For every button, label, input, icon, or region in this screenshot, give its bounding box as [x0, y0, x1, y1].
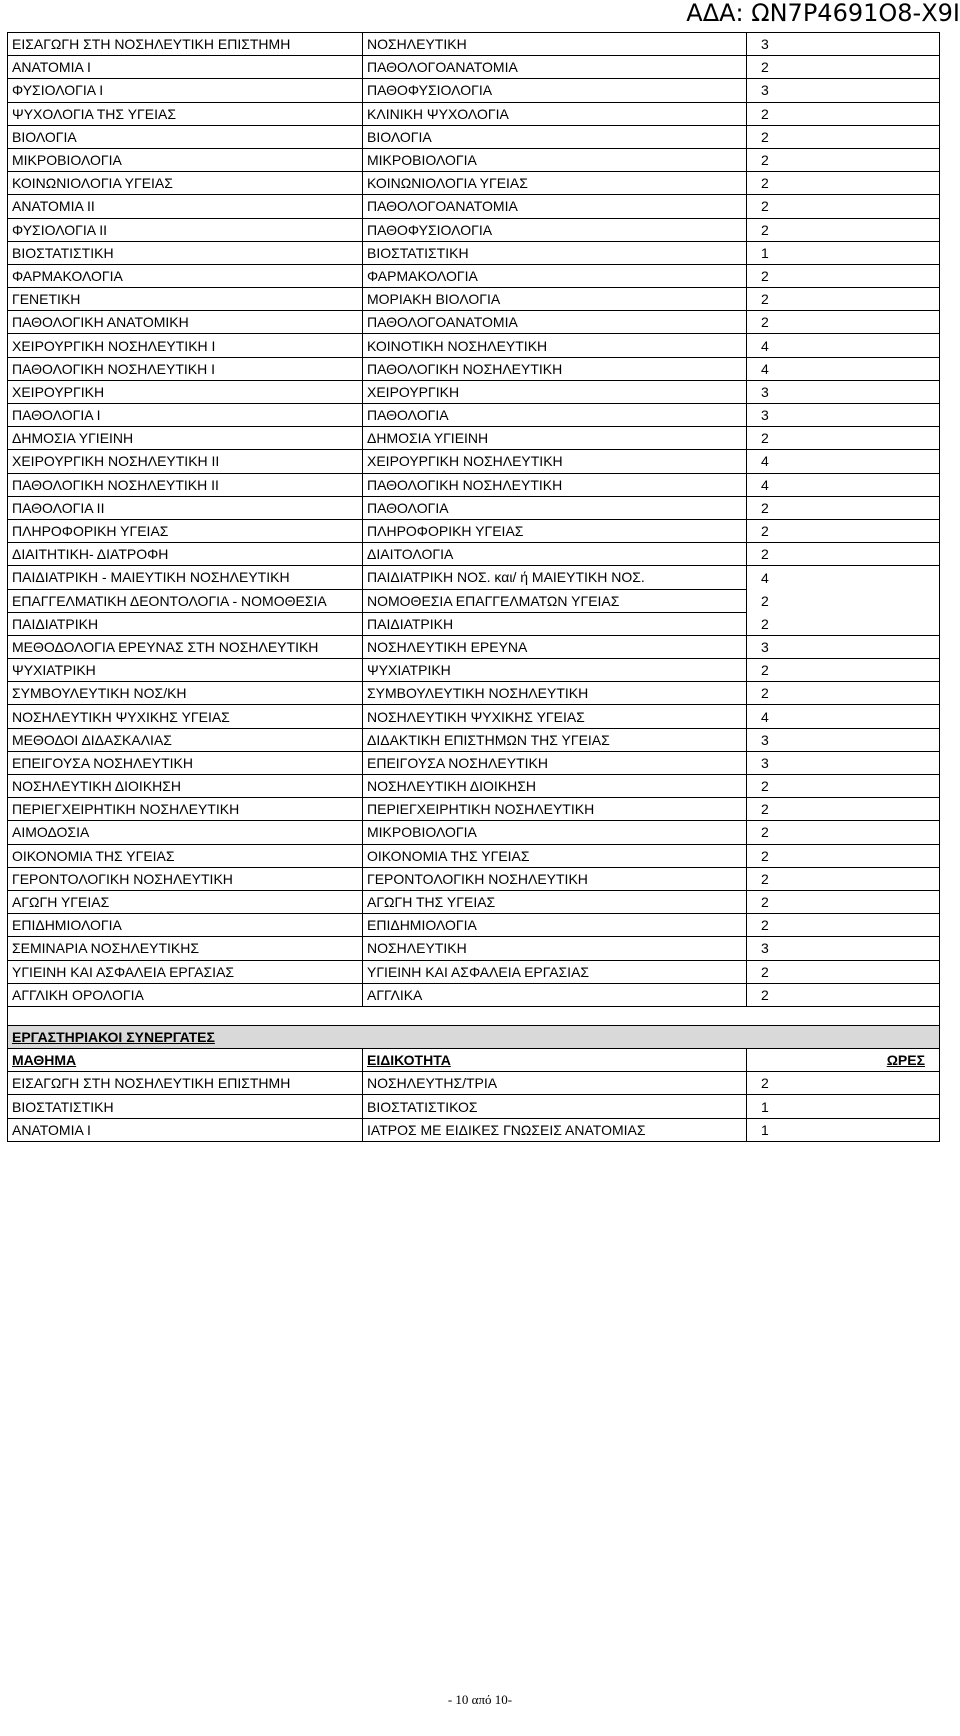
table-row	[8, 890, 940, 913]
specialty-cell: ΕΙΔΙΚΟΤΗΤΑ	[363, 1049, 747, 1072]
lab-table-row	[8, 1095, 940, 1118]
course-cell: ΠΑΘΟΛΟΓΙΚΗ ΝΟΣΗΛΕΥΤΙΚΗ Ι	[8, 357, 363, 380]
table-row	[8, 450, 940, 473]
specialty-cell: ΠΑΘΟΛΟΓΙΚΗ ΝΟΣΗΛΕΥΤΙΚΗ	[363, 473, 747, 496]
course-cell: ΓΕΝΕΤΙΚΗ	[8, 288, 363, 311]
specialty-cell: ΝΟΣΗΛΕΥΤΙΚΗ ΨΥΧΙΚΗΣ ΥΓΕΙΑΣ	[363, 705, 747, 728]
course-cell: ΥΓΙΕΙΝΗ ΚΑΙ ΑΣΦΑΛΕΙΑ ΕΡΓΑΣΙΑΣ	[8, 960, 363, 983]
hours-cell: 3	[747, 404, 940, 427]
specialty-cell: ΝΟΣΗΛΕΥΤΙΚΗ	[363, 937, 747, 960]
specialty-cell: ΠΛΗΡΟΦΟΡΙΚΗ ΥΓΕΙΑΣ	[363, 519, 747, 542]
hours-cell: 1	[747, 1118, 940, 1141]
table-row	[8, 125, 940, 148]
course-cell: ΧΕΙΡΟΥΡΓΙΚΗ ΝΟΣΗΛΕΥΤΙΚΗ ΙΙ	[8, 450, 363, 473]
specialty-cell: ΥΓΙΕΙΝΗ ΚΑΙ ΑΣΦΑΛΕΙΑ ΕΡΓΑΣΙΑΣ	[363, 960, 747, 983]
specialty-cell: ΝΟΣΗΛΕΥΤΙΚΗ	[363, 33, 747, 56]
hours-cell: 2	[747, 56, 940, 79]
hours-cell: 2	[747, 659, 940, 682]
course-cell: ΕΠΕΙΓΟΥΣΑ ΝΟΣΗΛΕΥΤΙΚΗ	[8, 751, 363, 774]
specialty-cell: ΠΑΘΟΦΥΣΙΟΛΟΓΙΑ	[363, 218, 747, 241]
spacer-row	[8, 1006, 940, 1025]
spacer-cell	[8, 1006, 940, 1025]
hours-cell: 2	[747, 682, 940, 705]
lab-header-row	[8, 1049, 940, 1072]
course-cell: ΔΙΑΙΤΗΤΙΚΗ- ΔΙΑΤΡΟΦΗ	[8, 543, 363, 566]
course-cell: ΨΥΧΟΛΟΓΙΑ ΤΗΣ ΥΓΕΙΑΣ	[8, 102, 363, 125]
table-row	[8, 334, 940, 357]
course-cell: ΔΗΜΟΣΙΑ ΥΓΙΕΙΝΗ	[8, 427, 363, 450]
specialty-cell: ΒΙΟΣΤΑΤΙΣΤΙΚΗ	[363, 241, 747, 264]
table-row	[8, 241, 940, 264]
specialty-cell: ΜΟΡΙΑΚΗ ΒΙΟΛΟΓΙΑ	[363, 288, 747, 311]
table-row	[8, 148, 940, 171]
table-row	[8, 659, 940, 682]
hours-cell: 2	[747, 589, 940, 612]
table-row	[8, 543, 940, 566]
course-cell: ΑΝΑΤΟΜΙΑ Ι	[8, 56, 363, 79]
table-row	[8, 380, 940, 403]
courses-table	[7, 32, 940, 1142]
table-row	[8, 566, 940, 589]
hours-cell: 2	[747, 172, 940, 195]
specialty-cell: ΠΑΘΟΛΟΓΟΑΝΑΤΟΜΙΑ	[363, 311, 747, 334]
hours-cell: 2	[747, 867, 940, 890]
hours-cell: 2	[747, 496, 940, 519]
course-cell: ΠΑΘΟΛΟΓΙΑ ΙΙ	[8, 496, 363, 519]
specialty-cell: ΔΙΑΙΤΟΛΟΓΙΑ	[363, 543, 747, 566]
hours-cell: 3	[747, 751, 940, 774]
hours-cell: 2	[747, 914, 940, 937]
course-cell: ΝΟΣΗΛΕΥΤΙΚΗ ΨΥΧΙΚΗΣ ΥΓΕΙΑΣ	[8, 705, 363, 728]
course-cell: ΑΝΑΤΟΜΙΑ Ι	[8, 1118, 363, 1141]
specialty-cell: ΠΑΙΔΙΑΤΡΙΚΗ	[363, 612, 747, 635]
hours-cell: 4	[747, 357, 940, 380]
course-cell: ΨΥΧΙΑΤΡΙΚΗ	[8, 659, 363, 682]
specialty-cell: ΠΑΘΟΛΟΓΙΚΗ ΝΟΣΗΛΕΥΤΙΚΗ	[363, 357, 747, 380]
specialty-cell: ΔΙΔΑΚΤΙΚΗ ΕΠΙΣΤΗΜΩΝ ΤΗΣ ΥΓΕΙΑΣ	[363, 728, 747, 751]
table-row	[8, 496, 940, 519]
hours-cell: ΩΡΕΣ	[747, 1049, 940, 1072]
table-row	[8, 775, 940, 798]
lab-section-title: ΕΡΓΑΣΤΗΡΙΑΚΟΙ ΣΥΝΕΡΓΑΤΕΣ	[8, 1025, 940, 1048]
page-number: - 10 από 10-	[447, 1692, 513, 1707]
table-row	[8, 357, 940, 380]
hours-cell: 4	[747, 566, 940, 589]
specialty-cell: ΑΓΓΛΙΚΑ	[363, 983, 747, 1006]
table-row	[8, 404, 940, 427]
table-row	[8, 519, 940, 542]
table-row	[8, 427, 940, 450]
hours-cell: 2	[747, 983, 940, 1006]
ada-code: ΑΔΑ: ΩΝ7Ρ4691Ο8-Χ9Ι	[686, 0, 960, 27]
hours-cell: 3	[747, 33, 940, 56]
hours-cell: 2	[747, 264, 940, 287]
course-cell: ΠΕΡΙΕΓΧΕΙΡΗΤΙΚΗ ΝΟΣΗΛΕΥΤΙΚΗ	[8, 798, 363, 821]
hours-cell: 2	[747, 218, 940, 241]
hours-cell: 2	[747, 775, 940, 798]
course-cell: ΠΑΘΟΛΟΓΙΚΗ ΑΝΑΤΟΜΙΚΗ	[8, 311, 363, 334]
course-cell: ΕΙΣΑΓΩΓΗ ΣΤΗ ΝΟΣΗΛΕΥΤΙΚΗ ΕΠΙΣΤΗΜΗ	[8, 1072, 363, 1095]
course-cell: ΣΕΜΙΝΑΡΙΑ ΝΟΣΗΛΕΥΤΙΚΗΣ	[8, 937, 363, 960]
lab-table-row	[8, 1118, 940, 1141]
hours-cell: 2	[747, 311, 940, 334]
lab-table-row	[8, 1072, 940, 1095]
table-row	[8, 821, 940, 844]
lab-section-title-row	[8, 1025, 940, 1048]
hours-cell: 2	[747, 960, 940, 983]
specialty-cell: ΚΛΙΝΙΚΗ ΨΥΧΟΛΟΓΙΑ	[363, 102, 747, 125]
course-cell: ΕΠΑΓΓΕΛΜΑΤΙΚΗ ΔΕΟΝΤΟΛΟΓΙΑ - ΝΟΜΟΘΕΣΙΑ	[8, 589, 363, 612]
specialty-cell: ΣΥΜΒΟΥΛΕΥΤΙΚΗ ΝΟΣΗΛΕΥΤΙΚΗ	[363, 682, 747, 705]
course-cell: ΣΥΜΒΟΥΛΕΥΤΙΚΗ ΝΟΣ/ΚΗ	[8, 682, 363, 705]
specialty-cell: ΠΕΡΙΕΓΧΕΙΡΗΤΙΚΗ ΝΟΣΗΛΕΥΤΙΚΗ	[363, 798, 747, 821]
table-row	[8, 751, 940, 774]
table-row	[8, 102, 940, 125]
table-row	[8, 56, 940, 79]
specialty-cell: ΧΕΙΡΟΥΡΓΙΚΗ ΝΟΣΗΛΕΥΤΙΚΗ	[363, 450, 747, 473]
specialty-cell: ΒΙΟΣΤΑΤΙΣΤΙΚΟΣ	[363, 1095, 747, 1118]
table-row	[8, 635, 940, 658]
course-cell: ΝΟΣΗΛΕΥΤΙΚΗ ΔΙΟΙΚΗΣΗ	[8, 775, 363, 798]
course-cell: ΜΕΘΟΔΟΙ ΔΙΔΑΣΚΑΛΙΑΣ	[8, 728, 363, 751]
courses-table-body	[8, 33, 940, 1142]
specialty-cell: ΙΑΤΡΟΣ ΜΕ ΕΙΔΙΚΕΣ ΓΝΩΣΕΙΣ ΑΝΑΤΟΜΙΑΣ	[363, 1118, 747, 1141]
table-row	[8, 705, 940, 728]
specialty-cell: ΚΟΙΝΟΤΙΚΗ ΝΟΣΗΛΕΥΤΙΚΗ	[363, 334, 747, 357]
table-row	[8, 589, 940, 612]
hours-cell: 4	[747, 334, 940, 357]
course-cell: ΜΕΘΟΔΟΛΟΓΙΑ ΕΡΕΥΝΑΣ ΣΤΗ ΝΟΣΗΛΕΥΤΙΚΗ	[8, 635, 363, 658]
course-cell: ΚΟΙΝΩΝΙΟΛΟΓΙΑ ΥΓΕΙΑΣ	[8, 172, 363, 195]
course-cell: ΓΕΡΟΝΤΟΛΟΓΙΚΗ ΝΟΣΗΛΕΥΤΙΚΗ	[8, 867, 363, 890]
course-cell: ΒΙΟΣΤΑΤΙΣΤΙΚΗ	[8, 241, 363, 264]
specialty-cell: ΠΑΘΟΛΟΓΙΑ	[363, 496, 747, 519]
hours-cell: 2	[747, 125, 940, 148]
course-cell: ΑΝΑΤΟΜΙΑ ΙΙ	[8, 195, 363, 218]
course-cell: ΠΑΘΟΛΟΓΙΚΗ ΝΟΣΗΛΕΥΤΙΚΗ ΙΙ	[8, 473, 363, 496]
specialty-cell: ΟΙΚΟΝΟΜΙΑ ΤΗΣ ΥΓΕΙΑΣ	[363, 844, 747, 867]
hours-cell: 2	[747, 195, 940, 218]
specialty-cell: ΝΟΣΗΛΕΥΤΙΚΗ ΕΡΕΥΝΑ	[363, 635, 747, 658]
hours-cell: 2	[747, 612, 940, 635]
course-cell: ΑΓΓΛΙΚΗ ΟΡΟΛΟΓΙΑ	[8, 983, 363, 1006]
course-cell: ΦΥΣΙΟΛΟΓΙΑ Ι	[8, 79, 363, 102]
specialty-cell: ΨΥΧΙΑΤΡΙΚΗ	[363, 659, 747, 682]
course-cell: ΕΙΣΑΓΩΓΗ ΣΤΗ ΝΟΣΗΛΕΥΤΙΚΗ ΕΠΙΣΤΗΜΗ	[8, 33, 363, 56]
specialty-cell: ΝΟΜΟΘΕΣΙΑ ΕΠΑΓΓΕΛΜΑΤΩΝ ΥΓΕΙΑΣ	[363, 589, 747, 612]
course-cell: ΟΙΚΟΝΟΜΙΑ ΤΗΣ ΥΓΕΙΑΣ	[8, 844, 363, 867]
table-row	[8, 33, 940, 56]
course-cell: ΒΙΟΛΟΓΙΑ	[8, 125, 363, 148]
table-row	[8, 914, 940, 937]
specialty-cell: ΜΙΚΡΟΒΙΟΛΟΓΙΑ	[363, 821, 747, 844]
hours-cell: 3	[747, 635, 940, 658]
hours-cell: 2	[747, 798, 940, 821]
hours-cell: 3	[747, 79, 940, 102]
table-row	[8, 682, 940, 705]
hours-cell: 3	[747, 728, 940, 751]
table-row	[8, 867, 940, 890]
table-row	[8, 195, 940, 218]
table-row	[8, 311, 940, 334]
table-row	[8, 937, 940, 960]
table-row	[8, 960, 940, 983]
hours-cell: 4	[747, 473, 940, 496]
hours-cell: 3	[747, 937, 940, 960]
hours-cell: 2	[747, 102, 940, 125]
hours-cell: 4	[747, 450, 940, 473]
table-row	[8, 473, 940, 496]
hours-cell: 2	[747, 543, 940, 566]
hours-cell: 1	[747, 1095, 940, 1118]
course-cell: ΜΑΘΗΜΑ	[8, 1049, 363, 1072]
hours-cell: 2	[747, 288, 940, 311]
specialty-cell: ΜΙΚΡΟΒΙΟΛΟΓΙΑ	[363, 148, 747, 171]
specialty-cell: ΝΟΣΗΛΕΥΤΗΣ/ΤΡΙΑ	[363, 1072, 747, 1095]
specialty-cell: ΧΕΙΡΟΥΡΓΙΚΗ	[363, 380, 747, 403]
course-cell: ΑΓΩΓΗ ΥΓΕΙΑΣ	[8, 890, 363, 913]
hours-cell: 2	[747, 148, 940, 171]
hours-cell: 2	[747, 519, 940, 542]
specialty-cell: ΚΟΙΝΩΝΙΟΛΟΓΙΑ ΥΓΕΙΑΣ	[363, 172, 747, 195]
specialty-cell: ΠΑΘΟΛΟΓΟΑΝΑΤΟΜΙΑ	[363, 195, 747, 218]
hours-cell: 4	[747, 705, 940, 728]
course-cell: ΒΙΟΣΤΑΤΙΣΤΙΚΗ	[8, 1095, 363, 1118]
course-cell: ΧΕΙΡΟΥΡΓΙΚΗ ΝΟΣΗΛΕΥΤΙΚΗ Ι	[8, 334, 363, 357]
table-row	[8, 612, 940, 635]
course-cell: ΜΙΚΡΟΒΙΟΛΟΓΙΑ	[8, 148, 363, 171]
specialty-cell: ΠΑΘΟΛΟΓΙΑ	[363, 404, 747, 427]
specialty-cell: ΓΕΡΟΝΤΟΛΟΓΙΚΗ ΝΟΣΗΛΕΥΤΙΚΗ	[363, 867, 747, 890]
specialty-cell: ΑΓΩΓΗ ΤΗΣ ΥΓΕΙΑΣ	[363, 890, 747, 913]
table-row	[8, 288, 940, 311]
course-cell: ΑΙΜΟΔΟΣΙΑ	[8, 821, 363, 844]
hours-cell: 1	[747, 241, 940, 264]
specialty-cell: ΦΑΡΜΑΚΟΛΟΓΙΑ	[363, 264, 747, 287]
table-row	[8, 218, 940, 241]
hours-cell: 2	[747, 427, 940, 450]
table-row	[8, 172, 940, 195]
course-cell: ΦΑΡΜΑΚΟΛΟΓΙΑ	[8, 264, 363, 287]
hours-cell: 2	[747, 890, 940, 913]
table-row	[8, 264, 940, 287]
table-row	[8, 844, 940, 867]
course-cell: ΠΑΘΟΛΟΓΙΑ Ι	[8, 404, 363, 427]
table-row	[8, 983, 940, 1006]
specialty-cell: ΠΑΙΔΙΑΤΡΙΚΗ ΝΟΣ. και/ ή ΜΑΙΕΥΤΙΚΗ ΝΟΣ.	[363, 566, 747, 589]
table-row	[8, 728, 940, 751]
course-cell: ΠΑΙΔΙΑΤΡΙΚΗ - ΜΑΙΕΥΤΙΚΗ ΝΟΣΗΛΕΥΤΙΚΗ	[8, 566, 363, 589]
specialty-cell: ΠΑΘΟΦΥΣΙΟΛΟΓΙΑ	[363, 79, 747, 102]
specialty-cell: ΕΠΙΔΗΜΙΟΛΟΓΙΑ	[363, 914, 747, 937]
specialty-cell: ΒΙΟΛΟΓΙΑ	[363, 125, 747, 148]
course-cell: ΠΛΗΡΟΦΟΡΙΚΗ ΥΓΕΙΑΣ	[8, 519, 363, 542]
specialty-cell: ΕΠΕΙΓΟΥΣΑ ΝΟΣΗΛΕΥΤΙΚΗ	[363, 751, 747, 774]
course-cell: ΧΕΙΡΟΥΡΓΙΚΗ	[8, 380, 363, 403]
hours-cell: 2	[747, 844, 940, 867]
hours-cell: 2	[747, 1072, 940, 1095]
specialty-cell: ΠΑΘΟΛΟΓΟΑΝΑΤΟΜΙΑ	[363, 56, 747, 79]
specialty-cell: ΔΗΜΟΣΙΑ ΥΓΙΕΙΝΗ	[363, 427, 747, 450]
table-row	[8, 798, 940, 821]
hours-cell: 2	[747, 821, 940, 844]
table-row	[8, 79, 940, 102]
course-cell: ΠΑΙΔΙΑΤΡΙΚΗ	[8, 612, 363, 635]
course-cell: ΕΠΙΔΗΜΙΟΛΟΓΙΑ	[8, 914, 363, 937]
specialty-cell: ΝΟΣΗΛΕΥΤΙΚΗ ΔΙΟΙΚΗΣΗ	[363, 775, 747, 798]
hours-cell: 3	[747, 380, 940, 403]
course-cell: ΦΥΣΙΟΛΟΓΙΑ ΙΙ	[8, 218, 363, 241]
